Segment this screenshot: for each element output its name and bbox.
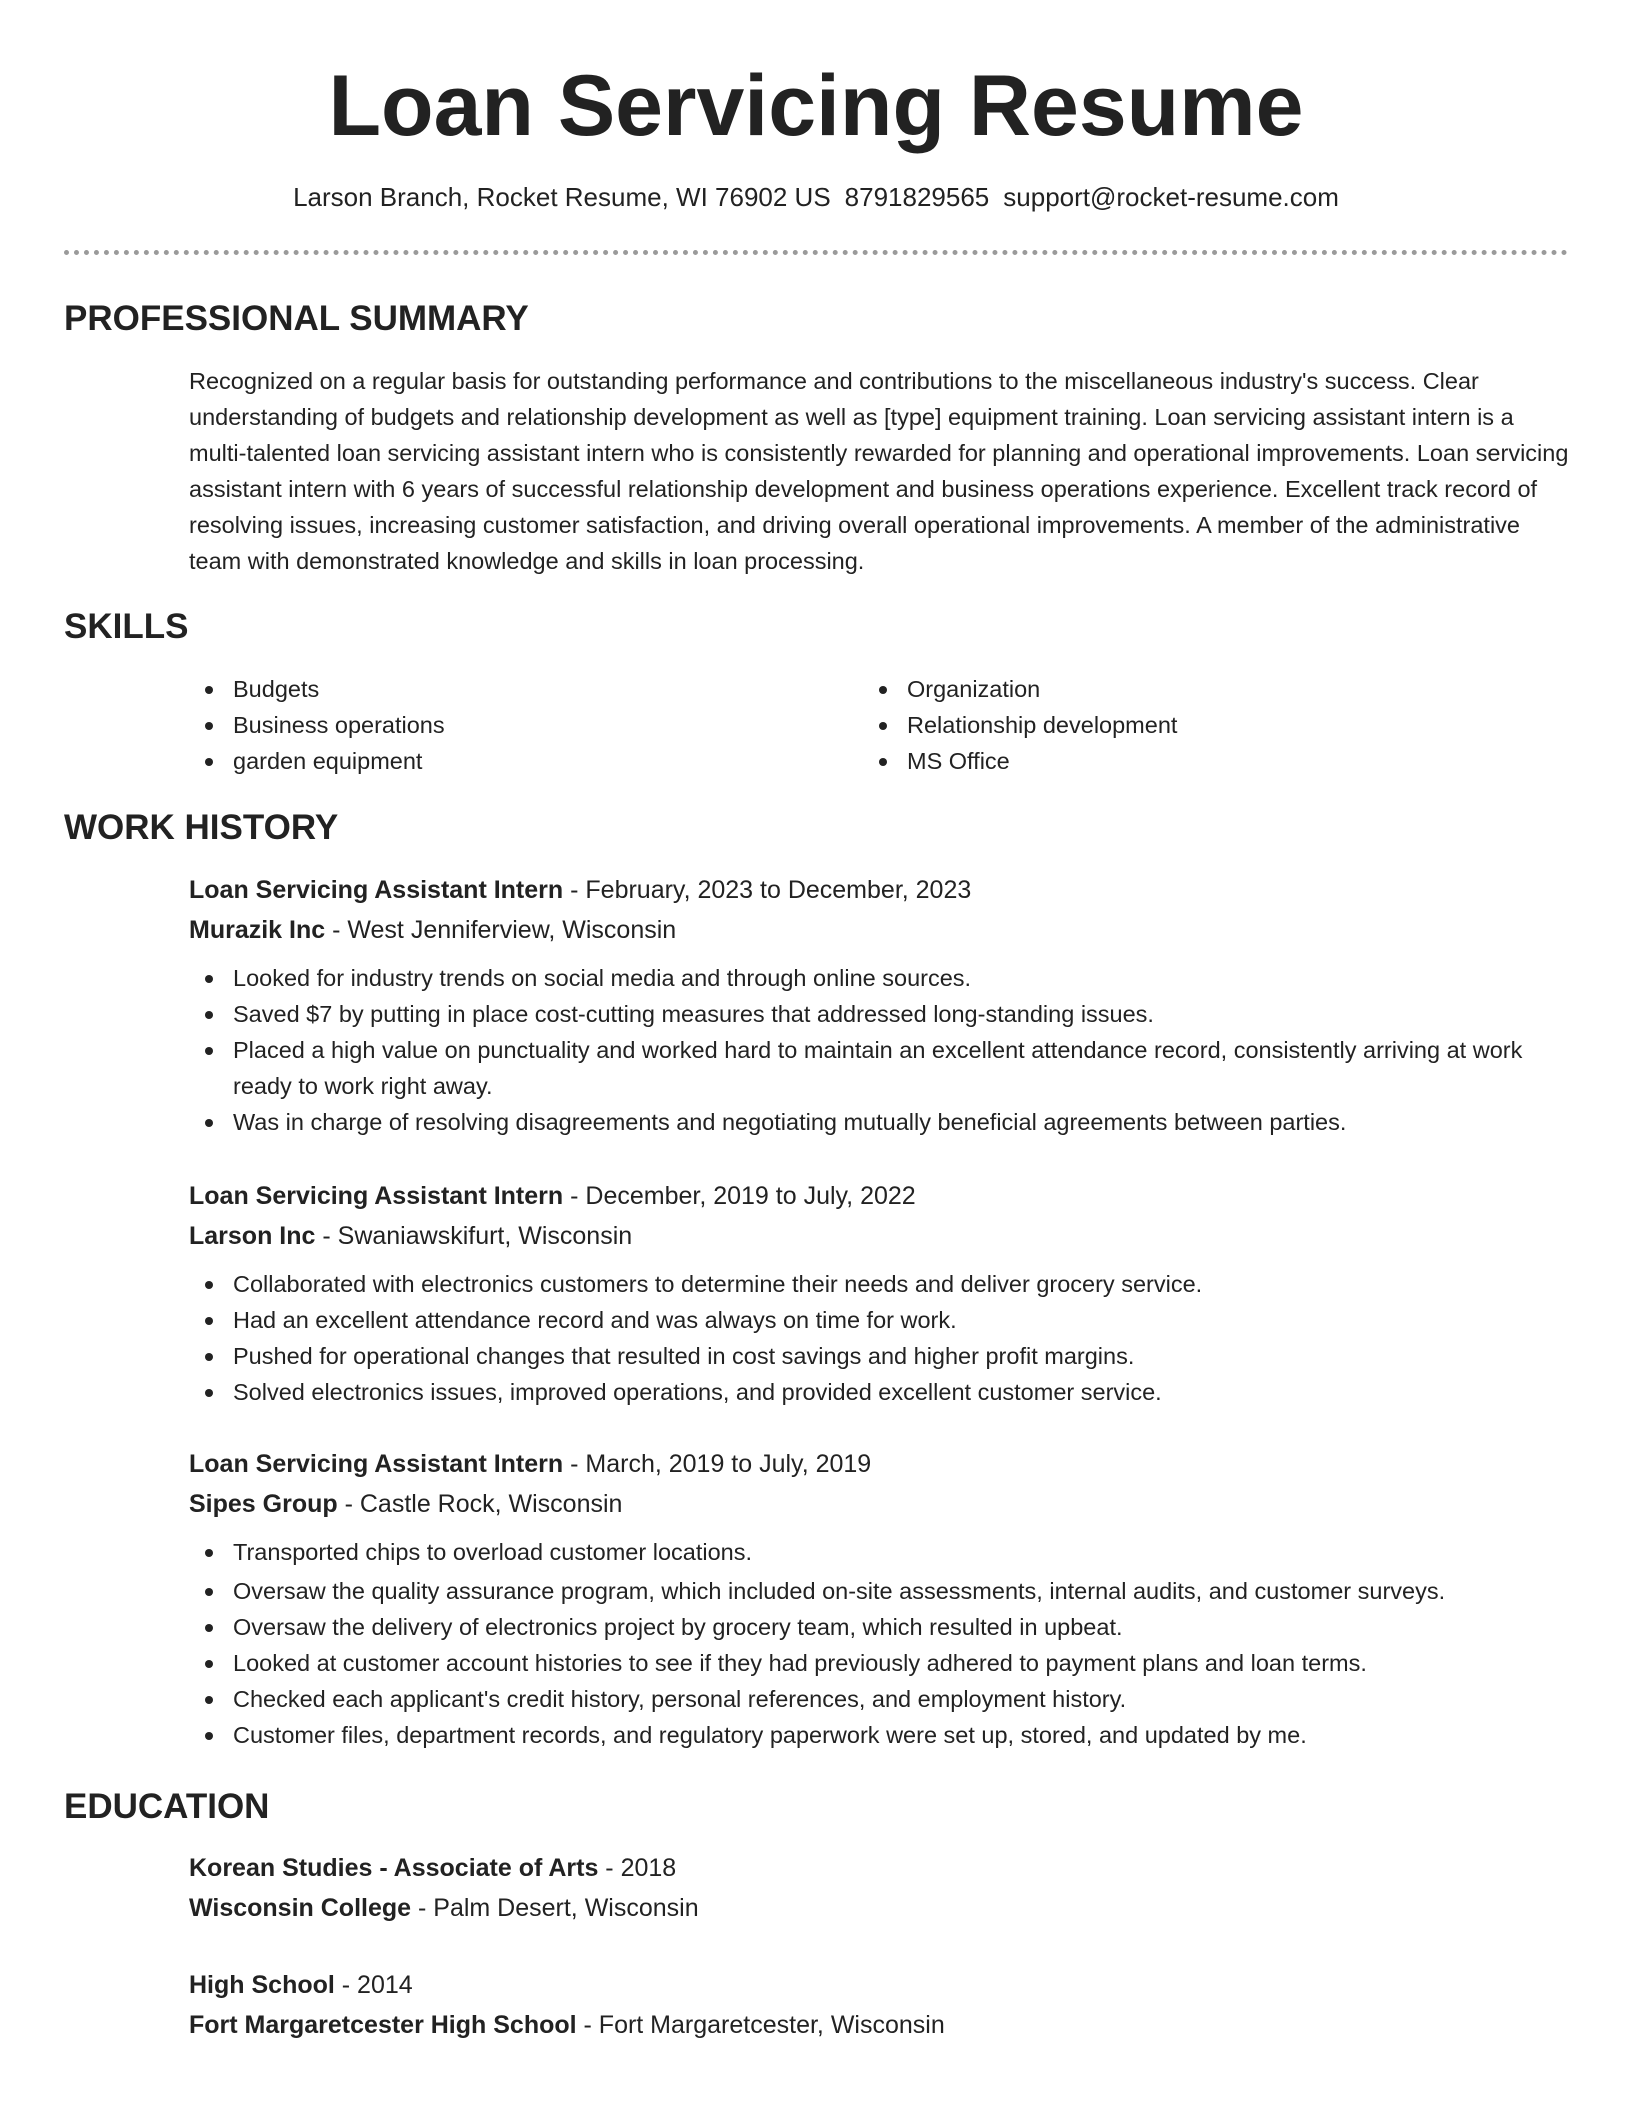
job-location: - Castle Rock, Wisconsin [337, 1490, 623, 1518]
education-school: Fort Margaretcester High School [189, 2011, 577, 2039]
education-heading: EDUCATION [64, 1787, 270, 1826]
education-location: - Palm Desert, Wisconsin [411, 1894, 699, 1922]
job-bullet: Was in charge of resolving disagreements and negotiating mutually beneficial agreements between parties. [189, 1104, 1569, 1140]
job-bullet: Saved $7 by putting in place cost-cutting measures that addressed long-standing issues. [189, 996, 1569, 1032]
skill-item: Organization [863, 671, 1040, 707]
job-title-line [189, 870, 1569, 910]
job-location: - Swaniawskifurt, Wisconsin [315, 1222, 633, 1250]
resume-title: Loan Servicing Resume [328, 58, 1304, 154]
job-title-line [189, 1444, 1569, 1484]
work-heading: WORK HISTORY [64, 808, 339, 847]
education-location: - Fort Margaretcester, Wisconsin [576, 2011, 945, 2039]
job-bullet: Oversaw the delivery of electronics project by grocery team, which resulted in upbeat. [189, 1609, 1569, 1645]
job-company-line [189, 1484, 1569, 1524]
contact-phone: 8791829565 [844, 182, 990, 212]
contact-email: support@rocket-resume.com [1003, 182, 1339, 212]
job-bullet: Placed a high value on punctuality and worked hard to maintain an excellent attendance record, consistently arriving at work ready to work right away. [189, 1032, 1569, 1104]
education-year: - 2018 [598, 1854, 677, 1882]
job-location: - West Jenniferview, Wisconsin [325, 916, 677, 944]
job-bullet: Looked at customer account histories to see if they had previously adhered to payment plans and loan terms. [189, 1645, 1569, 1681]
education-degree: Korean Studies - Associate of Arts [189, 1854, 599, 1882]
job-bullets [189, 1534, 1569, 1753]
education-degree-line [189, 1848, 1569, 1888]
job-bullet: Looked for industry trends on social media and through online sources. [189, 960, 1569, 996]
job-title: Loan Servicing Assistant Intern [189, 876, 564, 904]
job-title: Loan Servicing Assistant Intern [189, 1450, 564, 1478]
skill-item: Budgets [189, 671, 319, 707]
summary-heading: PROFESSIONAL SUMMARY [64, 299, 529, 338]
job-title: Loan Servicing Assistant Intern [189, 1182, 564, 1210]
skill-item: Relationship development [863, 707, 1177, 743]
job-company: Sipes Group [189, 1490, 338, 1518]
contact-line [0, 180, 1632, 214]
job-bullet: Solved electronics issues, improved operations, and provided excellent customer service. [189, 1374, 1569, 1410]
skill-item: MS Office [863, 743, 1010, 779]
job-company: Larson Inc [189, 1222, 316, 1250]
education-school: Wisconsin College [189, 1894, 412, 1922]
skills-heading: SKILLS [64, 607, 189, 646]
job-entry [189, 870, 1569, 1140]
education-entry [189, 1965, 1569, 2045]
job-bullet: Customer files, department records, and regulatory paperwork were set up, stored, and updated by me. [189, 1717, 1569, 1753]
job-bullets [189, 960, 1569, 1140]
education-year: - 2014 [334, 1971, 413, 1999]
job-company-line [189, 910, 1569, 950]
skill-item: Business operations [189, 707, 445, 743]
job-bullet: Pushed for operational changes that resulted in cost savings and higher profit margins. [189, 1338, 1569, 1374]
job-bullet: Transported chips to overload customer locations. [189, 1534, 1569, 1570]
job-entry [189, 1444, 1569, 1753]
job-bullets [189, 1266, 1569, 1410]
skill-item: garden equipment [189, 743, 422, 779]
job-title-line [189, 1176, 1569, 1216]
job-dates: - February, 2023 to December, 2023 [563, 876, 972, 904]
job-dates: - December, 2019 to July, 2022 [563, 1182, 916, 1210]
summary-text: Recognized on a regular basis for outstanding performance and contributions to the miscellaneous industry's success. Clear understanding of budgets and relationship development as well as [type] equipment training. Loan servicing assistant intern is a multi-talented loan servicing assistant intern who is consistently rewarded for planning and operational improvements. Loan servicing assistant intern with 6 years of successful relationship development and business operations experience. Excellent track record of resolving issues, increasing customer satisfaction, and driving overall operational improvements. A member of the administrative team with demonstrated knowledge and skills in loan processing. [189, 368, 1569, 574]
education-school-line [189, 2005, 1569, 2045]
header-divider [64, 250, 1568, 255]
job-bullet: Had an excellent attendance record and was always on time for work. [189, 1302, 1569, 1338]
education-degree: High School [189, 1971, 335, 1999]
job-entry [189, 1176, 1569, 1410]
education-school-line [189, 1888, 1569, 1928]
summary-section [189, 363, 1569, 579]
job-bullet: Checked each applicant's credit history, personal references, and employment history. [189, 1681, 1569, 1717]
job-bullet: Collaborated with electronics customers to determine their needs and deliver grocery service. [189, 1266, 1569, 1302]
job-company: Murazik Inc [189, 916, 326, 944]
education-entry [189, 1848, 1569, 1928]
job-company-line [189, 1216, 1569, 1256]
education-degree-line [189, 1965, 1569, 2005]
contact-address: Larson Branch, Rocket Resume, WI 76902 US [293, 182, 831, 212]
job-bullet: Oversaw the quality assurance program, which included on-site assessments, internal audits, and customer surveys. [189, 1573, 1569, 1609]
job-dates: - March, 2019 to July, 2019 [563, 1450, 872, 1478]
